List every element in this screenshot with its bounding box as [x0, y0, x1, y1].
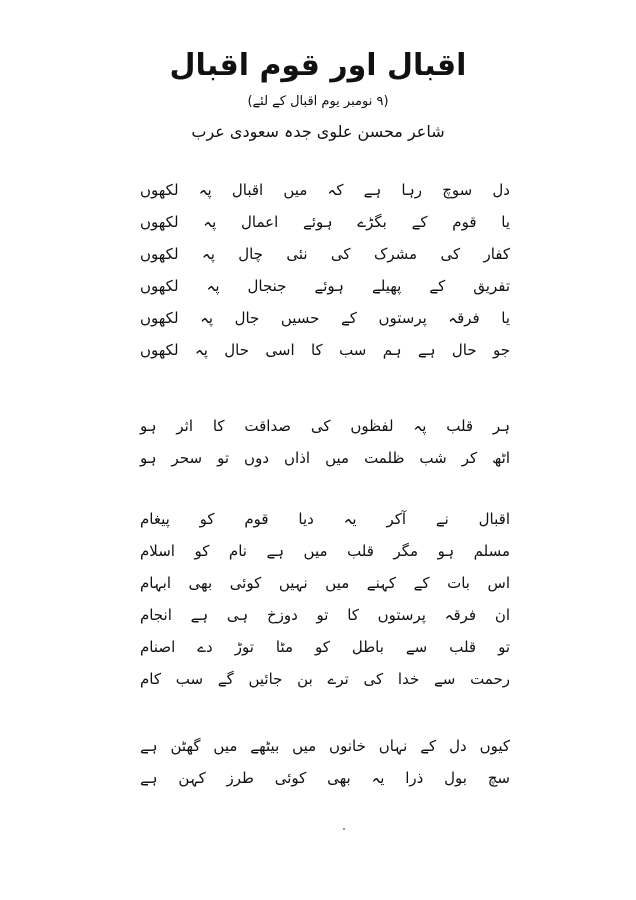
poem-title: اقبال اور قوم اقبال	[169, 48, 467, 83]
verse-line: دل سوچ رہا ہے کہ میں اقبال پہ لکھوں	[140, 181, 510, 199]
verse-line: ان فرقہ پرستوں کا تو دوزخ ہی ہے انجام	[140, 606, 510, 624]
verse-line: یا فرقہ پرستوں کے حسیں جال پہ لکھوں	[140, 309, 510, 327]
verse-line: ہر قلب پہ لفظوں کی صداقت کا اثر ہو	[140, 417, 510, 435]
poem-subtitle: (۹ نومبر یوم اقبال کے لئے)	[247, 94, 389, 109]
stanza-1	[140, 174, 510, 366]
verse-line: تفریق کے پھیلے ہوئے جنجال پہ لکھوں	[140, 277, 510, 295]
stanza-2	[140, 410, 510, 474]
verse-line: تو قلب سے باطل کو مٹا توڑ دے اصنام	[140, 638, 510, 656]
stanza-3	[140, 503, 510, 695]
verse-line: جو حال ہے ہم سب کا اسی حال پہ لکھوں	[140, 341, 510, 359]
verse-line: یا قوم کے بگڑے ہوئے اعمال پہ لکھوں	[140, 213, 510, 231]
verse-line: اٹھ کر شب ظلمت میں اذاں دوں تو سحر ہو	[140, 449, 510, 467]
verse-line: کیوں دل کے نہاں خانوں میں بیٹھے میں گھٹن ہے	[140, 737, 510, 755]
verse-line: کفار کی مشرک کی نئی چال پہ لکھوں	[140, 245, 510, 263]
verse-line: اقبال نے آکر یہ دیا قوم کو پیغام	[140, 510, 510, 528]
stanza-4	[140, 730, 510, 794]
page-dot	[343, 828, 345, 830]
poem-author: شاعر محسن علوی جدہ سعودی عرب	[191, 122, 445, 141]
verse-line: سچ بول ذرا یہ بھی کوئی طرز کہن ہے	[140, 769, 510, 787]
verse-line: مسلم ہو مگر قلب میں ہے نام کو اسلام	[140, 542, 510, 560]
verse-line: رحمت سے خدا کی ترے بن جائیں گے سب کام	[140, 670, 510, 688]
verse-line: اس بات کے کہنے میں نہیں کوئی بھی ابہام	[140, 574, 510, 592]
